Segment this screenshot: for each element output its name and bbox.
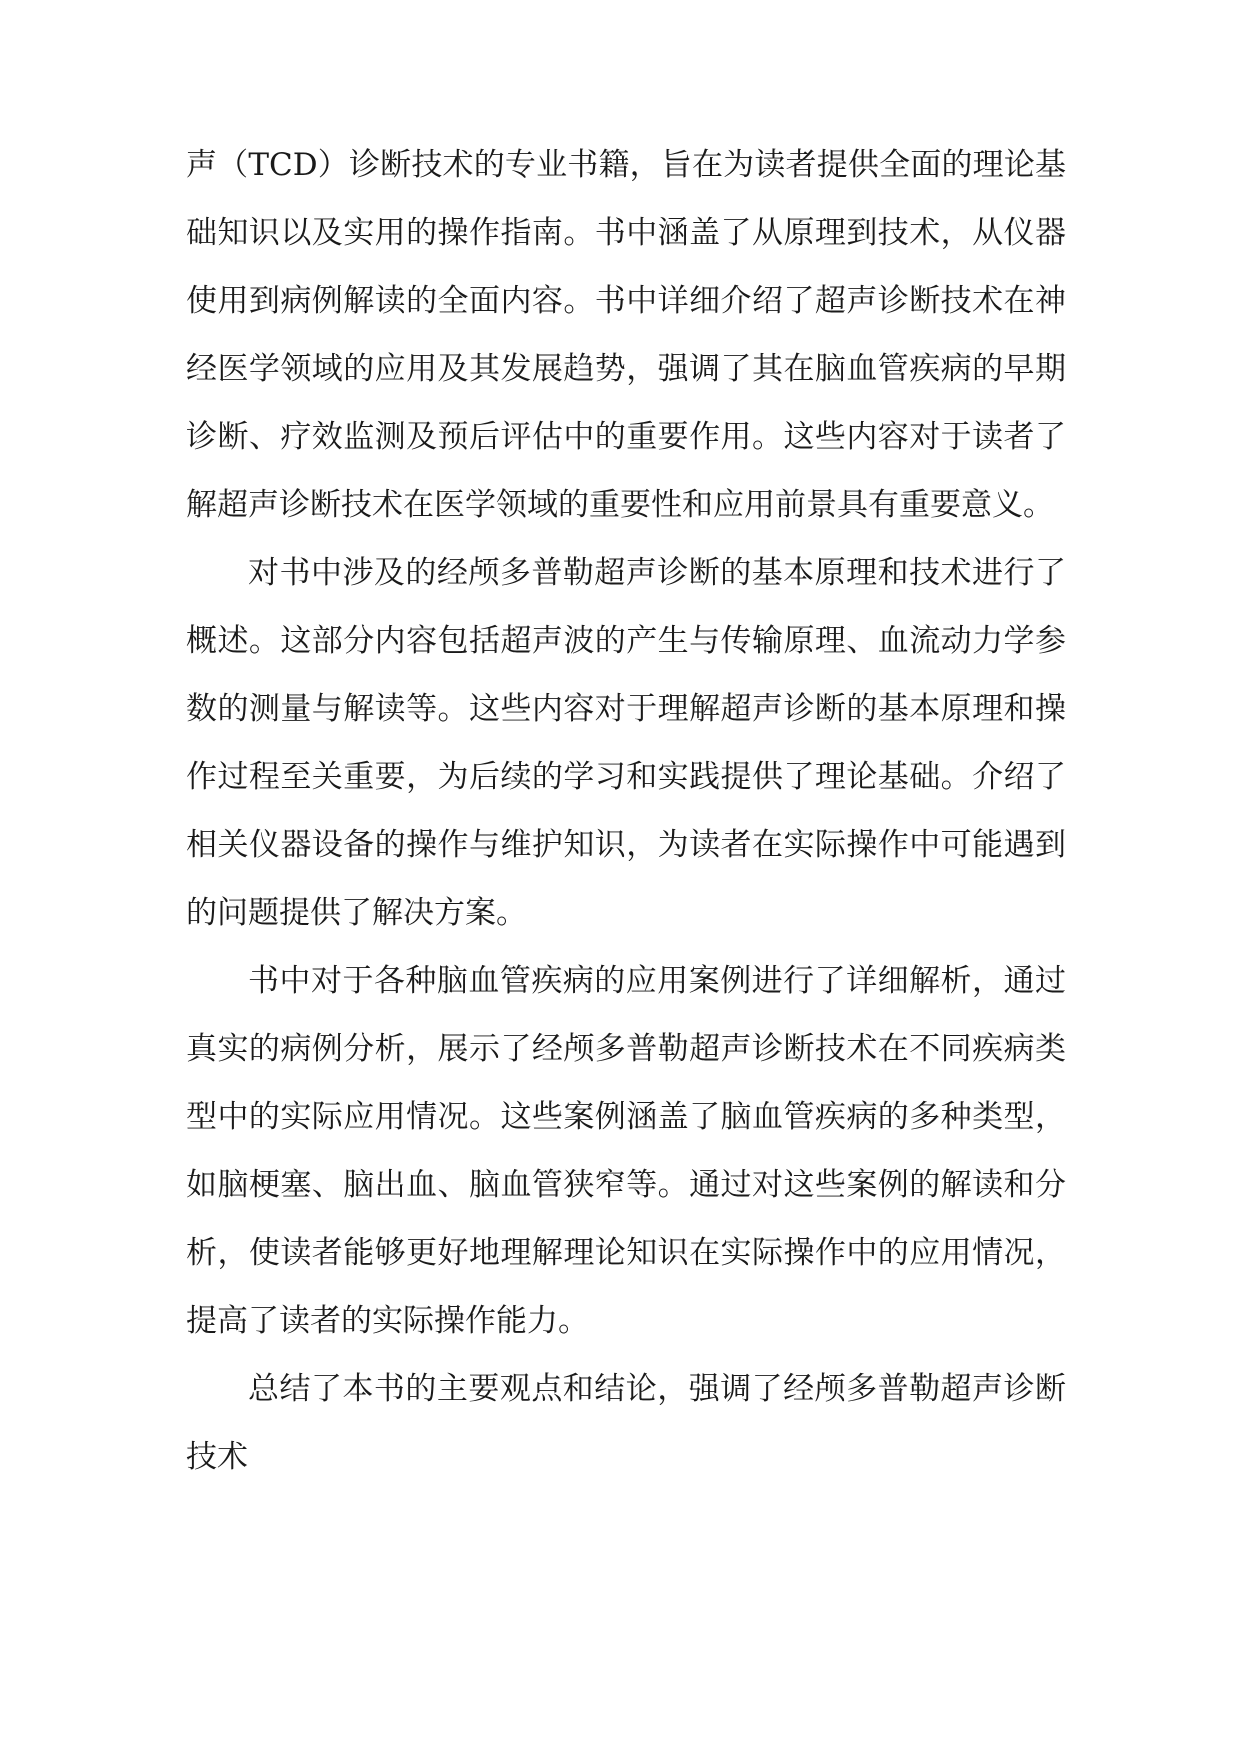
document-body	[186, 131, 1066, 1491]
paragraph-3: 书中对于各种脑血管疾病的应用案例进行了详细解析，通过真实的病例分析，展示了经颅多普勒超声诊断技术在不同疾病类型中的实际应用情况。这些案例涵盖了脑血管疾病的多种类型，如脑梗塞、脑出血、脑血管狭窄等。通过对这些案例的解读和分析，使读者能够更好地理解理论知识在实际操作中的应用情况，提高了读者的实际操作能力。	[186, 963, 1066, 1339]
paragraph-1: 声（TCD）诊断技术的专业书籍，旨在为读者提供全面的理论基础知识以及实用的操作指南。书中涵盖了从原理到技术，从仪器使用到病例解读的全面内容。书中详细介绍了超声诊断技术在神经医学领域的应用及其发展趋势，强调了其在脑血管疾病的早期诊断、疗效监测及预后评估中的重要作用。这些内容对于读者了解超声诊断技术在医学领域的重要性和应用前景具有重要意义。	[186, 147, 1066, 523]
paragraph-4: 总结了本书的主要观点和结论，强调了经颅多普勒超声诊断技术	[186, 1371, 1066, 1475]
paragraph-2: 对书中涉及的经颅多普勒超声诊断的基本原理和技术进行了概述。这部分内容包括超声波的产生与传输原理、血流动力学参数的测量与解读等。这些内容对于理解超声诊断的基本原理和操作过程至关重要，为后续的学习和实践提供了理论基础。介绍了相关仪器设备的操作与维护知识，为读者在实际操作中可能遇到的问题提供了解决方案。	[186, 555, 1066, 931]
